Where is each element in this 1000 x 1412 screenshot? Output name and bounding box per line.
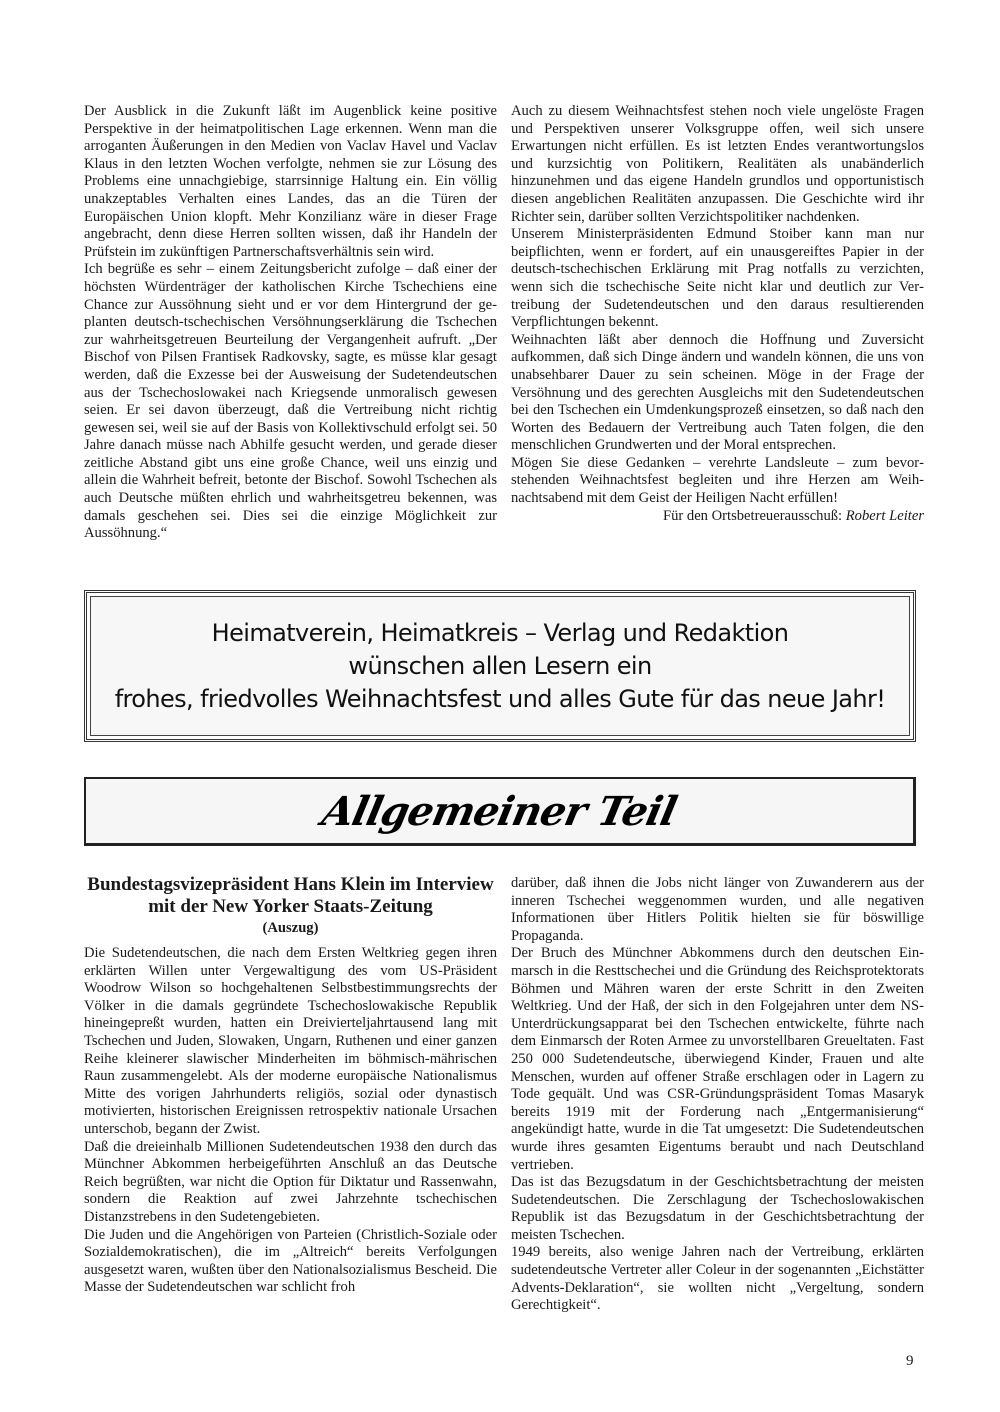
- section-banner: [84, 777, 916, 846]
- paragraph: Unserem Ministerpräsidenten Edmund Stoiber kann man nur beipflichten, wenn er fordert, auf ein unausgereiftes Papier in der deutsch-tschechischen Erklärung mit Prag notfalls zu verzichten, wenn sich die tschechische Seite nicht klar und deutlich zur Vertreibung der Sudetendeutschen und den daraus resultierenden Verpflichtungen bekennt.: [511, 226, 924, 331]
- paragraph: Die Sudetendeutschen, die nach dem Ersten Weltkrieg gegen ihren erklärten Willen unter Vergewaltigung des vom US-Präsident Woodrow Wilson so hochgehaltenen Selbstbestimmungsrechts der Völker in die damals gegründete Tschechoslowakische Republik hineingepreßt wurden, hatten ein Dreivierteljahrtausend lang mit Tschechen und Juden, Slowaken, Ungarn, Ruthenen und einer ganzen Reihe kleinerer slawischer Minderheiten im böhmisch-mährischen Raun zusammengelebt. Als der moderne europäische Nationalismus Mitte des vorigen Jahrhunderts religiös, sozial oder dynastisch motivierten, historischen Ereignissen retrospektiv nationale Ursachen unterschob, begann der Zwist.: [84, 945, 497, 1137]
- signature-name: Robert Leiter: [845, 507, 924, 524]
- paragraph: Mögen Sie diese Gedanken – verehrte Landsleute – zum bevorstehenden Weihnachtsfest begleiten und ihre Herzen am Weihnachtsabend mit dem Geist der Heiligen Nacht erfüllen!: [511, 454, 924, 507]
- page-number: 9: [906, 1353, 914, 1369]
- article-subtitle: (Auszug): [262, 920, 319, 936]
- paragraph: 1949 bereits, also wenige Jahren nach der Vertreibung, erklärten sudetendeutsche Vertreter aller Coleur in der sogenannten „Eichstätter Advents-Deklaration“, sie wollten nicht „Vergeltung, sondern Gerechtigkeit“.: [511, 1244, 924, 1314]
- greeting-box: [84, 590, 916, 742]
- top-left-column: [84, 103, 497, 543]
- article-left-column: [84, 945, 497, 1297]
- paragraph: Auch zu diesem Weihnachtsfest stehen noch viele ungelöste Fragen und Perspektiven unserer Volksgruppe offen, weil sich unsere Erwartungen nicht erfüllen. Es ist letzten Endes verantwortungslos und kurzsichtig von Politikern, Realitäten als unabänderlich hinzunehmen und das eigene Handeln grundlos und opportunistisch diesen angeblichen Realitäten anzupassen. Die Geschichte wird ihr Richter sein, darüber sollten Verzichtspolitiker nachdenken.: [511, 103, 924, 225]
- greeting-line: Heimatverein, Heimatkreis – Verlag und Redaktion: [211, 618, 789, 647]
- signature-line: [511, 508, 924, 526]
- paragraph: Weihnachten läßt aber dennoch die Hoffnung und Zuversicht aufkommen, daß sich Dinge ändern und wandeln können, die uns von unabsehbarer Dauer zu sein scheinen. Möge in der Frage der Versöhnung und des gerechten Ausgleichs mit den Sudetendeutschen bei den Tschechen ein Umdenkungsprozeß einsetzen, so daß nach den Worten des Bedauern der Vertreibung auch Taten folgen, die den menschlichen Grundwerten und der Moral entsprechen.: [511, 331, 924, 454]
- paragraph: Der Bruch des Münchner Abkommens durch den deutschen Einmarsch in die Resttschechei und die Gründung des Reichsprotektorats Böhmen und Mähren waren der erste Schritt in den Zweiten Weltkrieg. Und der Haß, der sich in den Folgejahren unter dem NS-Unterdrückungsapparat bei den Tschechen entwickelte, führte nach dem Einmarsch der Roten Armee zu unvorstellbaren Greueltaten. Fast 250 000 Sudetendeutsche, überwiegend Kinder, Frauen und alte Menschen, wurden auf offener Straße erschlagen oder in Lagern zu Tode gequält. Und was CSR-Gründungspräsident Tomas Masaryk bereits 1919 mit der Forderung nach „Entgermanisierung“ angekündigt hatte, wurde in die Tat umgesetzt: Die Sudetendeutschen wurde ihres gesamten Eigentums beraubt und nach Deutschland vertrieben.: [511, 945, 924, 1173]
- paragraph: darüber, daß ihnen die Jobs nicht länger von Zuwanderern aus der inneren Tschechei weggenommen wurden, und alle negativen Informationen über Hitlers Politik hielten sie für böswillige Propaganda.: [511, 875, 924, 944]
- greeting-box-inner: [90, 596, 910, 736]
- paragraph: Das ist das Bezugsdatum in der Geschichtsbetrachtung der meisten Sudetendeutschen. Die Zerschlagung der Tschechoslowakischen Republik ist das Bezugsdatum in der Geschichtsbetrachtung der meisten Tschechen.: [511, 1174, 924, 1243]
- greeting-line: frohes, friedvolles Weihnachtsfest und alles Gute für das neue Jahr!: [114, 684, 886, 713]
- signature-prefix: Für den Ortsbetreuerausschuß:: [662, 507, 846, 524]
- top-right-column: [511, 103, 924, 525]
- greeting-line: wünschen allen Lesern ein: [348, 651, 652, 680]
- paragraph: Der Ausblick in die Zukunft läßt im Augenblick keine positive Perspektive in der heimatpolitischen Lage erkennen. Wenn man die arroganten Äußerungen in den Medien von Vaclav Havel und Vaclav Klaus in den letzten Wochen verfolgte, nehmen sie zur Lösung des Problems eine unnachgiebige, starrsinnige Haltung ein. Ein völlig unakzeptables Verhalten eines Landes, das an die Türen der Europäischen Union klopft. Mehr Konzilianz wäre in dieser Frage angebracht, denn diese Herren sollten wissen, daß ihr Handeln der Prüfstein im zukünftigen Partnerschaftsverhältnis sein wird.: [84, 103, 497, 260]
- paragraph: Daß die dreieinhalb Millionen Sudetendeutschen 1938 den durch das Münchner Abkommen herbeigeführten Anschluß an das Deutsche Reich begrüßten, war nicht die Option für Diktatur und Rassenwahn, sondern die Reaktion auf zwei Jahrzehnte tschechischen Distanzstrebens in den Sudetengebieten.: [84, 1138, 497, 1225]
- article-title: Bundestagsvizepräsident Hans Klein im Interview mit der New Yorker Staats-Zeitung: [87, 874, 494, 917]
- paragraph: Ich begrüße es sehr – einem Zeitungsbericht zufolge – daß einer der höchsten Würdenträger der katholischen Kirche Tschechiens eine Chance zur Aussöhnung sieht und er vor dem Hintergrund der geplanten deutsch-tschechischen Versöhnungserklärung die Tschechen zur wahrheitsgetreuen Beurteilung der Vergangenheit aufruft. „Der Bischof von Pilsen Frantisek Radkovsky, sagte, es müsse klar gesagt werden, daß die Exzesse bei der Ausweisung der Sudetendeutschen aus der Tschechoslowakei nach Kriegsende unmoralisch gewesen seien. Er sei davon überzeugt, daß die Vertreibung nicht richtig gewesen sei, weil sie auf der Basis von Kollektivschuld erfolgt sei. 50 Jahre danach müsse nach Abhilfe gesucht werden, und gerade dieser zeitliche Abstand gibt uns eine große Chance, weil uns einzig und allein die Wahrheit befreit, betonte der Bischof. Sowohl Tschechen als auch Deutsche müßten ehrlich und wahrheitsgetreu bekennen, was damals geschehen sei. Dies sei die einzige Möglichkeit zur Aussöhnung.“: [84, 261, 497, 542]
- section-banner-title: Allgemeiner Teil: [318, 787, 681, 835]
- article-right-column: [511, 875, 924, 1315]
- paragraph: Die Juden und die Angehörigen von Parteien (Christlich-Soziale oder Sozialdemokratischen), die im „Altreich“ bereits Verfolgungen ausgesetzt waren, wußten über den Nationalsozialismus Bescheid. Die Masse der Sudetendeutschen war schlicht froh: [84, 1226, 497, 1296]
